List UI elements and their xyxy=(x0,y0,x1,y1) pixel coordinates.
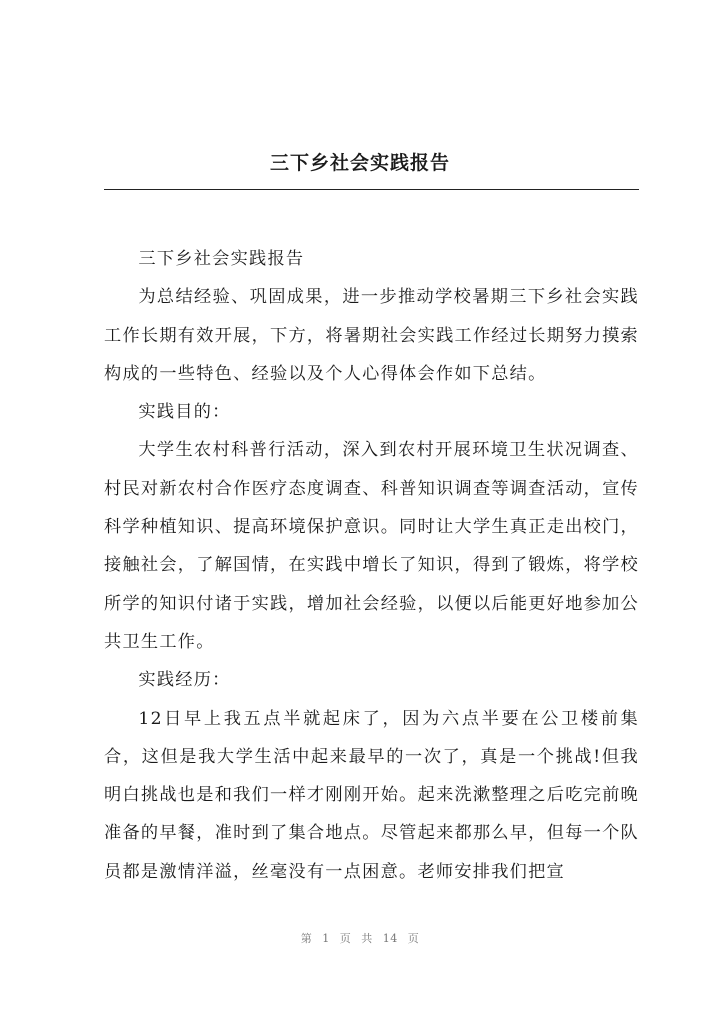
section-heading-experience: 实践经历： xyxy=(138,670,231,691)
body-paragraph-purpose: 大学生农村科普行活动，深入到农村开展环境卫生状况调查、村民对新农村合作医疗态度调查、科普知识调查等调查活动，宣传科学种植知识、提高环境保护意识。同时让大学生真正走出校门，接触社会，了解国情，在实践中增长了知识，得到了锻炼，将学校所学的知识付诸于实践，增加社会经验，以便以后能更好地参加公共卫生工作。 xyxy=(104,440,639,652)
page-number-footer: 第 1 页 共 14 页 xyxy=(300,932,420,945)
section-heading-purpose: 实践目的： xyxy=(138,402,231,423)
title-divider xyxy=(104,189,639,190)
document-body xyxy=(104,240,639,891)
body-paragraph-intro: 为总结经验、巩固成果，进一步推动学校暑期三下乡社会实践工作长期有效开展，下方，将暑期社会实践工作经过长期努力摸索构成的一些特色、经验以及个人心得体会作如下总结。 xyxy=(104,287,639,384)
body-paragraph-subtitle: 三下乡社会实践报告 xyxy=(138,249,305,269)
body-paragraph-experience: 12日早上我五点半就起床了，因为六点半要在公卫楼前集合，这但是我大学生活中起来最早的一次了，真是一个挑战!但我明白挑战也是和我们一样才刚刚开始。起来洗漱整理之后吃完前晚准备的早餐，准时到了集合地点。尽管起来都那么早，但每一个队员都是激情洋溢，丝毫没有一点困意。老师安排我们把宣 xyxy=(104,708,639,882)
document-title: 三下乡社会实践报告 xyxy=(269,152,450,174)
